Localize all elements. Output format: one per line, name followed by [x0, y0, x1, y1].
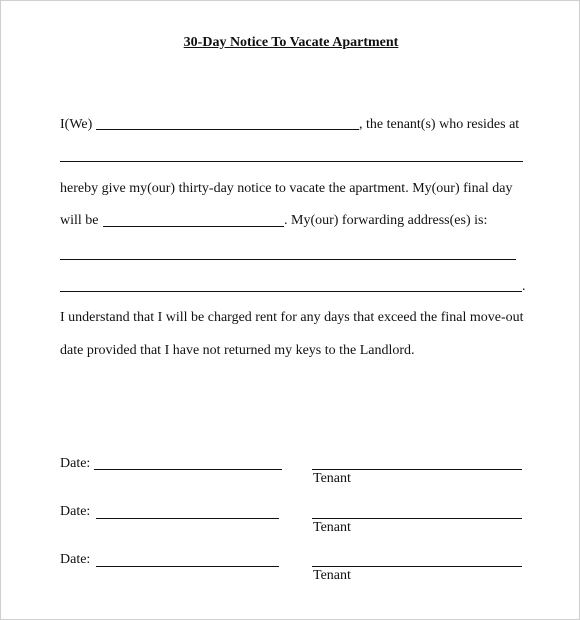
date-blank[interactable]: [96, 518, 279, 519]
document-title: 30-Day Notice To Vacate Apartment: [183, 35, 399, 50]
forwarding-address-label: . My(our) forwarding address(es) is:: [284, 213, 488, 228]
notice-statement: hereby give my(our) thirty-day notice to vacate the apartment. My(our) final day: [60, 181, 513, 196]
forwarding-address-blank-1[interactable]: [60, 259, 516, 260]
resides-at-text: , the tenant(s) who resides at: [359, 117, 520, 132]
tenant-name-label: I(We): [60, 117, 93, 132]
forwarding-address-blank-2[interactable]: [60, 291, 522, 292]
final-day-blank[interactable]: [103, 226, 284, 227]
forwarding-address-period: .: [522, 279, 526, 294]
rent-charge-statement-line-2: date provided that I have not returned my keys to the Landlord.: [60, 343, 415, 358]
address-blank[interactable]: [60, 161, 523, 162]
tenant-signature-blank[interactable]: [312, 518, 522, 519]
rent-charge-statement-line-1: I understand that I will be charged rent for any days that exceed the final move-out: [60, 310, 524, 325]
date-label: Date:: [60, 504, 91, 519]
date-blank[interactable]: [96, 566, 279, 567]
tenant-name-blank[interactable]: [96, 129, 359, 130]
tenant-signature-blank[interactable]: [312, 469, 522, 470]
date-label: Date:: [60, 552, 91, 567]
tenant-label: Tenant: [313, 568, 351, 583]
tenant-label: Tenant: [313, 520, 351, 535]
tenant-label: Tenant: [313, 471, 351, 486]
tenant-signature-blank[interactable]: [312, 566, 522, 567]
date-label: Date:: [60, 456, 91, 471]
final-day-label: will be: [60, 213, 99, 228]
date-blank[interactable]: [94, 469, 282, 470]
